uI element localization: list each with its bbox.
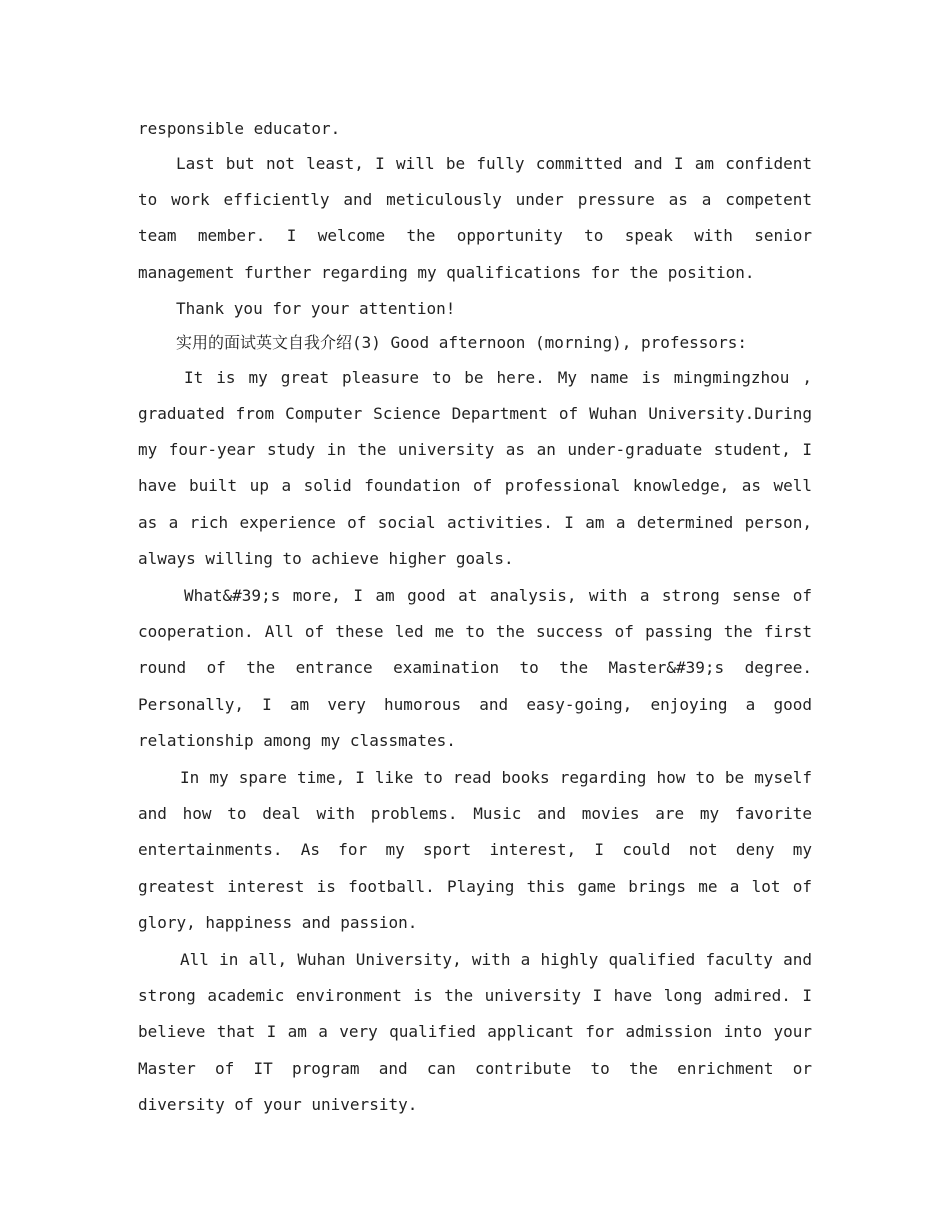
paragraph-hobbies: In my spare time, I like to read books regarding how to be myself and how to deal with problems. Music and movies are my favorite entertainments. As for my sport interest, I could not deny my greatest interest is football. Playing this game brings me a lot of glory, happiness and passion. <box>138 768 812 932</box>
paragraph-closing-commitment: Last but not least, I will be fully committed and I am confident to work efficiently and meticulously under pressure as a competent team member. I welcome the opportunity to speak with senior management further regarding my qualifications for the position. <box>138 154 812 282</box>
greeting: Good afternoon (morning), professors: <box>390 332 747 352</box>
section-title: 实用的面试英文自我介绍(3) <box>176 332 381 352</box>
paragraph-conclusion: All in all, Wuhan University, with a highly qualified faculty and strong academic environment is the university I have long admired. I believe that I am a very qualified applicant for admission into your Master of IT program and can contribute to the enrichment or diversity of your university. <box>138 950 812 1114</box>
paragraph-thanks: Thank you for your attention! <box>176 298 456 318</box>
paragraph-introduction: It is my great pleasure to be here. My name is mingmingzhou , graduated from Computer Science Department of Wuhan University.During my four-year study in the university as an under-graduate student, I have built up a solid foundation of professional knowledge, as well as a rich experience of social activities. I am a determined person, always willing to achieve higher goals. <box>138 367 812 568</box>
document-page <box>138 112 812 1124</box>
section-heading-line <box>138 326 812 359</box>
paragraph-strengths: What&#39;s more, I am good at analysis, with a strong sense of cooperation. All of these led me to the success of passing the first round of the entrance examination to the Master&#39;s degree. Personally, I am very humorous and easy-going, enjoying a good relationship among my classmates. <box>138 586 812 750</box>
paragraph-continuation: responsible educator. <box>138 119 341 138</box>
